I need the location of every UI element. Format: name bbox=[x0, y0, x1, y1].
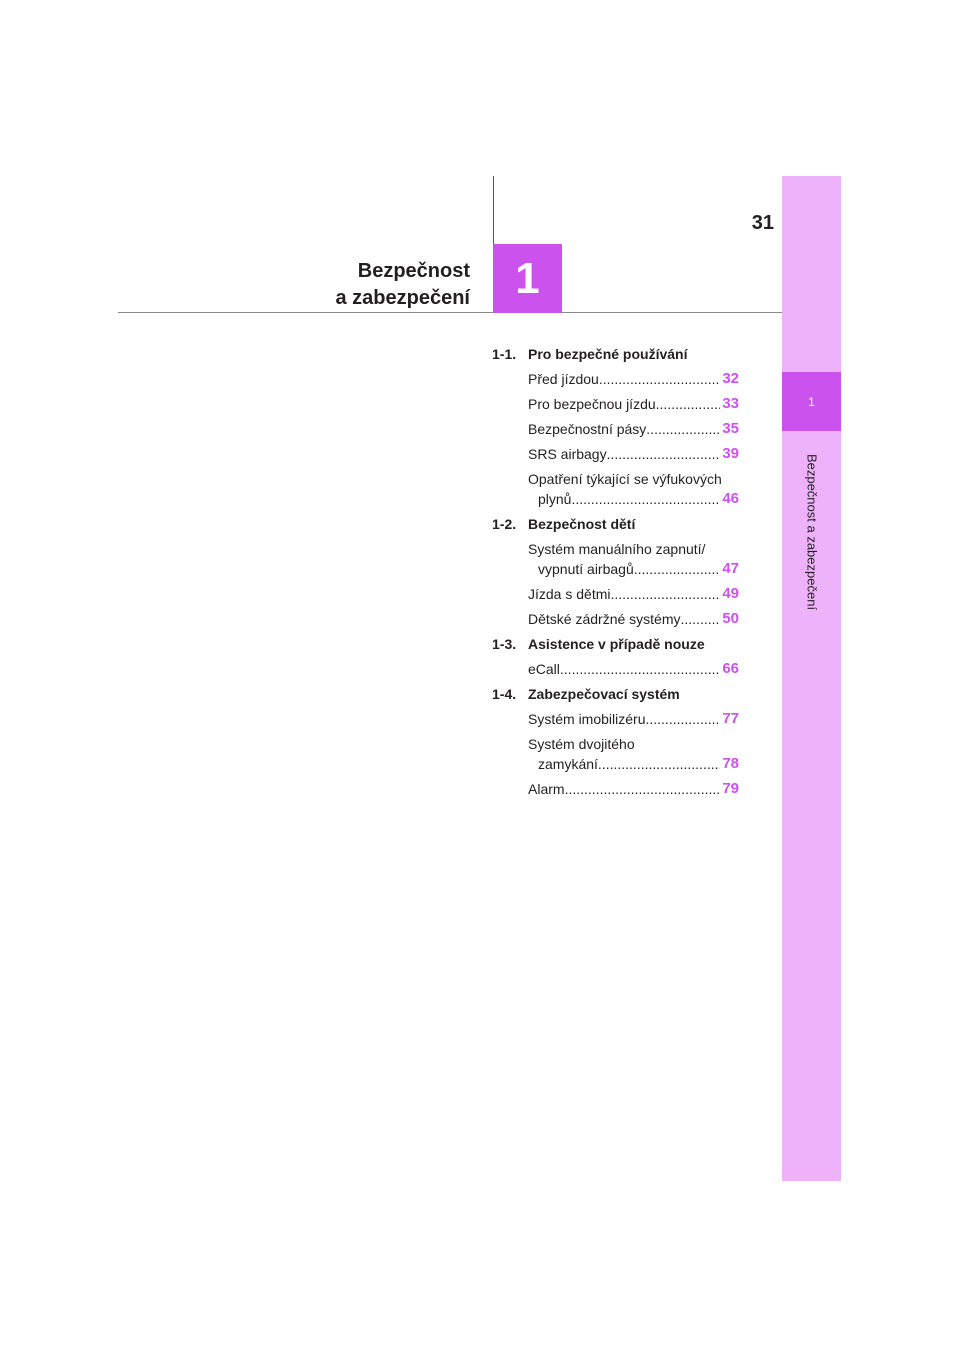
entry-page-link[interactable]: 39 bbox=[722, 445, 739, 462]
entry-title: Jízda s dětmi bbox=[528, 586, 611, 602]
toc-section bbox=[492, 514, 739, 534]
toc-entry[interactable] bbox=[528, 539, 739, 579]
toc-entry[interactable] bbox=[528, 609, 739, 629]
section-number: 1-2. bbox=[492, 516, 517, 532]
toc-entry[interactable] bbox=[528, 779, 739, 799]
entry-title-continued: vypnutí airbagů bbox=[538, 561, 634, 577]
section-title: Zabezpečovací systém bbox=[528, 686, 680, 702]
chapter-title-line2: a zabezpečení bbox=[335, 287, 470, 309]
toc-entry[interactable] bbox=[528, 369, 739, 389]
header-divider bbox=[118, 312, 782, 313]
toc-entry[interactable] bbox=[528, 419, 739, 439]
toc-section bbox=[492, 634, 739, 654]
section-number: 1-3. bbox=[492, 636, 517, 652]
toc-entry[interactable] bbox=[528, 444, 739, 464]
entry-title: Systém imobilizéru bbox=[528, 711, 646, 727]
entry-title: Systém dvojitého bbox=[528, 736, 635, 752]
entry-page-link[interactable]: 46 bbox=[722, 490, 739, 507]
section-number: 1-4. bbox=[492, 686, 517, 702]
toc-entry[interactable] bbox=[528, 394, 739, 414]
entry-title-continued: plynů bbox=[538, 491, 572, 507]
entry-page-link[interactable]: 49 bbox=[722, 585, 739, 602]
entry-title: Před jízdou bbox=[528, 371, 599, 387]
page-number: 31 bbox=[751, 212, 774, 234]
side-tab-label: Bezpečnost a zabezpečení bbox=[804, 453, 820, 611]
entry-page-link[interactable]: 35 bbox=[722, 420, 739, 437]
toc-entry[interactable] bbox=[528, 584, 739, 604]
section-title: Asistence v případě nouze bbox=[528, 636, 705, 652]
entry-title: Pro bezpečnou jízdu bbox=[528, 396, 656, 412]
entry-page-link[interactable]: 66 bbox=[722, 660, 739, 677]
entry-title: Opatření týkající se výfukových bbox=[528, 471, 722, 487]
toc-entry[interactable] bbox=[528, 709, 739, 729]
entry-page-link[interactable]: 50 bbox=[722, 610, 739, 627]
toc-entry[interactable] bbox=[528, 659, 739, 679]
entry-title: SRS airbagy bbox=[528, 446, 607, 462]
toc-entry[interactable] bbox=[528, 469, 739, 509]
entry-page-link[interactable]: 79 bbox=[722, 780, 739, 797]
table-of-contents bbox=[492, 344, 739, 804]
entry-title: eCall bbox=[528, 661, 560, 677]
section-title: Bezpečnost dětí bbox=[528, 516, 636, 532]
entry-page-link[interactable]: 33 bbox=[722, 395, 739, 412]
toc-section bbox=[492, 344, 739, 364]
entry-page-link[interactable]: 32 bbox=[722, 370, 739, 387]
chapter-title-line1: Bezpečnost bbox=[357, 260, 470, 282]
side-tab bbox=[782, 176, 841, 1181]
section-title: Pro bezpečné používání bbox=[528, 346, 688, 362]
toc-entry[interactable] bbox=[528, 734, 739, 774]
entry-title-continued: zamykání bbox=[538, 756, 598, 772]
chapter-number-box: 1 bbox=[493, 244, 562, 313]
entry-title: Dětské zádržné systémy bbox=[528, 611, 681, 627]
entry-page-link[interactable]: 78 bbox=[722, 755, 739, 772]
toc-section bbox=[492, 684, 739, 704]
vertical-divider bbox=[493, 176, 494, 244]
entry-page-link[interactable]: 77 bbox=[722, 710, 739, 727]
entry-page-link[interactable]: 47 bbox=[722, 560, 739, 577]
entry-title: Alarm bbox=[528, 781, 565, 797]
entry-title: Systém manuálního zapnutí/ bbox=[528, 541, 706, 557]
entry-title: Bezpečnostní pásy bbox=[528, 421, 647, 437]
chapter-title bbox=[335, 258, 470, 312]
side-tab-number[interactable]: 1 bbox=[782, 372, 841, 431]
section-number: 1-1. bbox=[492, 346, 517, 362]
